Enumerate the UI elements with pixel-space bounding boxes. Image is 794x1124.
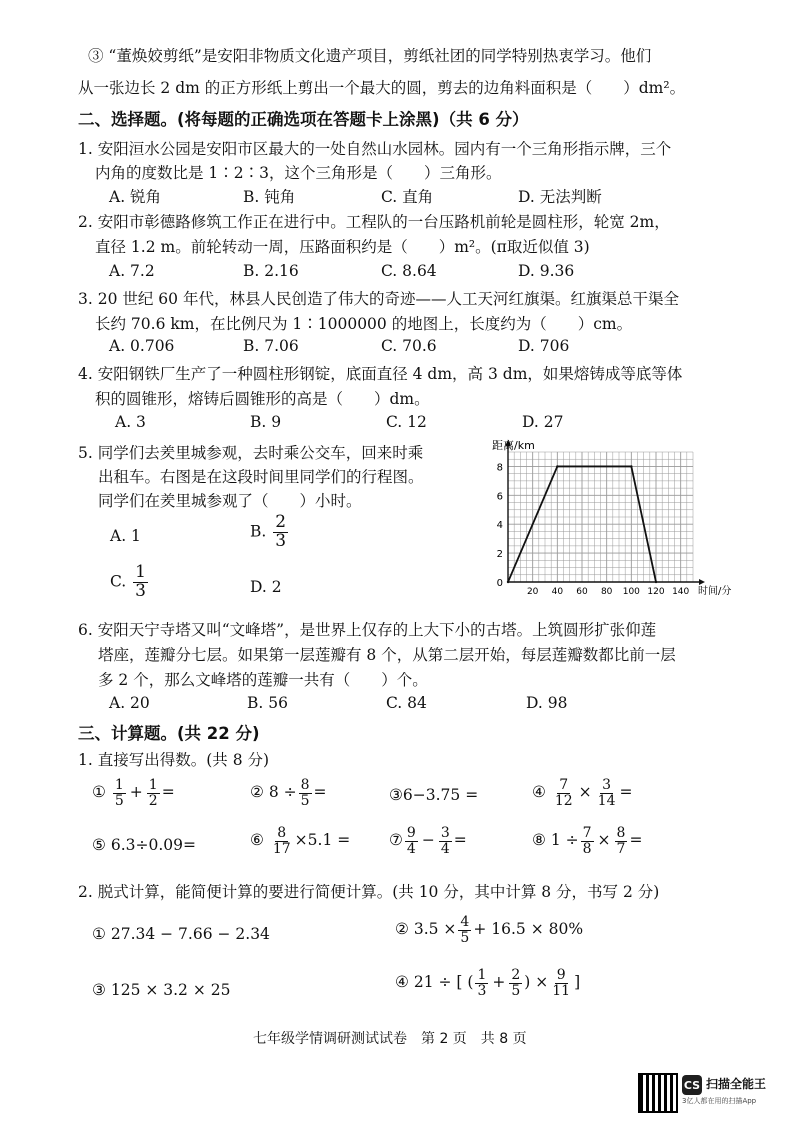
- q1-option-a[interactable]: A. 锐角: [109, 188, 162, 206]
- q3-line2: 长约 70.6 km，在比例尺为 1∶1000000 的地图上，长度约为（ ）cm。: [95, 315, 633, 333]
- fraction: [550, 968, 572, 998]
- q4-option-c[interactable]: C. 12: [386, 413, 427, 431]
- q5-line3: 同学们在羑里城参观了（ ）小时。: [98, 492, 362, 510]
- x-tick-label: 80: [600, 587, 613, 597]
- q6-option-a[interactable]: A. 20: [109, 694, 150, 712]
- denominator: 11: [552, 982, 571, 999]
- equals: =: [453, 831, 467, 850]
- fraction: [509, 968, 522, 998]
- numerator: 1: [114, 777, 124, 793]
- calc-4: [532, 778, 633, 808]
- q5-line2: 出租车。右图是在这段时间里同学们的行程图。: [98, 468, 424, 486]
- q5-option-b-prefix: B.: [250, 522, 267, 541]
- x-tick-label: 100: [622, 587, 640, 597]
- denominator: 12: [554, 792, 573, 809]
- numerator: 8: [616, 825, 626, 841]
- q5-option-c-prefix: C.: [110, 572, 127, 591]
- y-tick-label: 8: [496, 462, 503, 474]
- expression: 6.3÷0.09=: [110, 836, 196, 854]
- q2-line1: 2. 安阳市彰德路修筑工作正在进行中。工程队的一台压路机前轮是圆柱形，轮宽 2m，: [78, 213, 670, 231]
- operator: ×: [578, 783, 592, 802]
- numerator: 8: [300, 777, 310, 793]
- section3-sub1-title: 1. 直接写出得数。(共 8 分): [78, 751, 270, 769]
- q3-option-c[interactable]: C. 70.6: [381, 337, 437, 355]
- q1-line2: 内角的度数比是 1∶2∶3，这个三角形是（ ）三角形。: [95, 164, 502, 182]
- equals: =: [161, 783, 175, 802]
- numerator: 7: [559, 777, 569, 793]
- numerator: 7: [582, 825, 592, 841]
- y-tick-label: 2: [496, 549, 503, 561]
- q2-line2: 直径 1.2 m。前轮转动一周，压路面积约是（ ）m²。(π取近似值 3): [95, 238, 590, 256]
- q2-option-a[interactable]: A. 7.2: [109, 262, 155, 280]
- q5-option-b[interactable]: [250, 514, 290, 551]
- calc-label: ④: [532, 783, 546, 802]
- calc-2: [250, 778, 327, 808]
- q3-line1: 3. 20 世纪 60 年代，林县人民创造了伟大的奇迹——人工天河红旗渠。红旗渠总干渠全: [78, 290, 679, 308]
- watermark-subtitle: 3亿人都在用的扫描App: [682, 1097, 757, 1105]
- y-axis-label: 距离/km: [492, 439, 535, 452]
- denominator: 3: [135, 580, 146, 601]
- calc-label: ②: [250, 783, 264, 802]
- numerator: 9: [406, 825, 416, 841]
- numerator: 3: [602, 777, 612, 793]
- calc-1: [92, 778, 175, 808]
- numerator: 3: [440, 825, 450, 841]
- operand: ]: [574, 973, 581, 992]
- denominator: 2: [148, 792, 158, 809]
- numerator: 2: [275, 512, 287, 532]
- denominator: 3: [477, 982, 487, 999]
- fraction: [271, 826, 293, 856]
- numerator: 1: [148, 777, 158, 793]
- q1-option-c[interactable]: C. 直角: [381, 188, 434, 206]
- calc-3: [389, 786, 478, 804]
- step-calc-4: [395, 968, 580, 998]
- fraction: [439, 826, 452, 856]
- denominator: 5: [114, 792, 124, 809]
- denominator: 4: [406, 840, 416, 857]
- q6-option-c[interactable]: C. 84: [386, 694, 427, 712]
- x-tick-label: 60: [576, 587, 588, 597]
- q5-option-c[interactable]: [110, 564, 150, 601]
- calc-label: ①: [92, 925, 106, 943]
- operand: + 16.5 × 80%: [473, 920, 584, 939]
- section3-title: 三、计算题。(共 22 分): [78, 724, 260, 743]
- trip-point: [507, 581, 509, 583]
- denominator: 4: [440, 840, 450, 857]
- equals: =: [619, 783, 633, 802]
- fraction: [553, 778, 575, 808]
- trip-point: [655, 581, 657, 583]
- fraction: [113, 778, 126, 808]
- denominator: 5: [511, 982, 521, 999]
- expression: 27.34 − 7.66 − 2.34: [110, 925, 270, 943]
- q4-line2: 积的圆锥形，熔铸后圆锥形的高是（ ）dm。: [95, 390, 430, 408]
- step-calc-2: [395, 915, 583, 945]
- numerator: 2: [511, 967, 521, 983]
- chart-axes: [505, 440, 705, 585]
- denominator: 17: [272, 840, 291, 857]
- numerator: 4: [460, 914, 470, 930]
- q2-option-d[interactable]: D. 9.36: [518, 262, 575, 280]
- calc-label: ⑧: [532, 831, 546, 850]
- fraction: [596, 778, 618, 808]
- q5-line1: 5. 同学们去羑里城参观，去时乘公交车，回来时乘: [78, 444, 424, 462]
- q5-option-a[interactable]: A. 1: [110, 527, 141, 545]
- denominator: 5: [300, 792, 310, 809]
- x-axis-label: 时间/分: [698, 586, 732, 597]
- q2-option-b[interactable]: B. 2.16: [243, 262, 299, 280]
- operand: 21 ÷ [ (: [413, 973, 474, 992]
- calc-5: [92, 836, 196, 854]
- q5-option-b-fraction: [273, 514, 288, 551]
- calc-6: [250, 826, 350, 856]
- calc-label: ⑤: [92, 836, 106, 854]
- x-axis-arrow-icon: [699, 579, 705, 585]
- denominator: 3: [275, 530, 287, 551]
- q3-option-a[interactable]: A. 0.706: [109, 337, 175, 355]
- fraction: [299, 778, 312, 808]
- q2-option-c[interactable]: C. 8.64: [381, 262, 437, 280]
- operator: ×: [597, 831, 611, 850]
- fraction: [405, 826, 418, 856]
- q3-option-b[interactable]: B. 7.06: [243, 337, 299, 355]
- operator: +: [129, 783, 143, 802]
- equals: =: [313, 783, 327, 802]
- equals: =: [629, 831, 643, 850]
- q6-option-d[interactable]: D. 98: [526, 694, 568, 712]
- operand: 8 ÷: [268, 783, 297, 802]
- trip-point: [630, 465, 632, 467]
- denominator: 14: [597, 792, 616, 809]
- fraction: [147, 778, 160, 808]
- fraction: [475, 968, 488, 998]
- q6-line1: 6. 安阳天宁寺塔又叫“文峰塔”，是世界上仅存的上大下小的古塔。上筑圆形扩张仰莲: [78, 621, 657, 639]
- operand: ) ×: [524, 973, 549, 992]
- q6-option-b[interactable]: B. 56: [247, 694, 288, 712]
- x-tick-label: 120: [647, 587, 665, 597]
- watermark-title: 扫描全能王: [706, 1077, 767, 1091]
- q4-option-a[interactable]: A. 3: [115, 413, 146, 431]
- calc-label: ②: [395, 920, 409, 939]
- q4-option-b[interactable]: B. 9: [250, 413, 282, 431]
- step-calc-3: [92, 981, 230, 999]
- qr-code-icon: [638, 1073, 678, 1113]
- page-footer: 七年级学情调研测试试卷 第 2 页 共 8 页: [253, 1031, 527, 1047]
- denominator: 7: [616, 840, 626, 857]
- q3-option-d[interactable]: D. 706: [518, 337, 570, 355]
- numerator: 1: [135, 562, 146, 582]
- y-tick-label: 4: [496, 520, 503, 532]
- calc-label: ③: [389, 786, 403, 804]
- trip-point: [556, 465, 558, 467]
- x-tick-label: 140: [672, 587, 690, 597]
- expression: 125 × 3.2 × 25: [110, 981, 231, 999]
- calc-8: [532, 826, 642, 856]
- q5-option-c-fraction: [133, 564, 148, 601]
- denominator: 5: [460, 929, 470, 946]
- operator: −: [421, 831, 435, 850]
- denominator: 8: [582, 840, 592, 857]
- q4-line1: 4. 安阳钢铁厂生产了一种圆柱形钢锭，底面直径 4 dm，高 3 dm，如果熔铸成等底等体: [78, 365, 683, 383]
- calc-label: ⑥: [250, 831, 264, 850]
- numerator: 1: [477, 967, 487, 983]
- y-tick-label: 0: [496, 578, 503, 589]
- chart-ticks: [497, 462, 690, 597]
- q4-option-d[interactable]: D. 27: [522, 413, 564, 431]
- camscanner-logo-icon: CS: [682, 1075, 702, 1095]
- q1-option-b[interactable]: B. 钝角: [243, 188, 296, 206]
- calc-7: [389, 826, 467, 856]
- q6-line2: 塔座，莲瓣分七层。如果第一层莲瓣有 8 个，从第二层开始，每层莲瓣数都比前一层: [98, 646, 676, 664]
- q1-option-d[interactable]: D. 无法判断: [518, 188, 602, 206]
- calc-label: ③: [92, 981, 106, 999]
- calc-label: ⑦: [389, 831, 403, 850]
- operand: 1 ÷: [550, 831, 579, 850]
- fraction: [581, 826, 594, 856]
- fill-question-3-line2: 从一张边长 2 dm 的正方形纸上剪出一个最大的圆，剪去的边角料面积是（ ）dm²。: [78, 79, 686, 97]
- step-calc-1: [92, 925, 270, 943]
- numerator: 9: [556, 967, 566, 983]
- expression: 6−3.75 =: [402, 786, 479, 804]
- x-tick-label: 40: [551, 587, 564, 597]
- operand: ×5.1 =: [294, 831, 351, 850]
- travel-distance-chart: [480, 436, 732, 606]
- q5-option-d[interactable]: D. 2: [250, 578, 282, 596]
- section2-title: 二、选择题。(将每题的正确选项在答题卡上涂黑)（共 6 分）: [78, 110, 529, 129]
- fraction: [458, 915, 471, 945]
- fill-question-3-line1: ③ “董焕姣剪纸”是安阳非物质文化遗产项目，剪纸社团的同学特别热衷学习。他们: [88, 47, 652, 65]
- calc-label: ④: [395, 973, 409, 992]
- x-tick-label: 20: [526, 587, 539, 597]
- fraction: [615, 826, 628, 856]
- operand: 3.5 ×: [413, 920, 457, 939]
- q6-line3: 多 2 个，那么文峰塔的莲瓣一共有（ ）个。: [98, 671, 428, 689]
- numerator: 8: [277, 825, 287, 841]
- y-tick-label: 6: [496, 491, 503, 503]
- calc-label: ①: [92, 783, 106, 802]
- q1-line1: 1. 安阳洹水公园是安阳市区最大的一处自然山水园林。园内有一个三角形指示牌，三个: [78, 140, 672, 158]
- operator: +: [492, 973, 506, 992]
- section3-sub2-title: 2. 脱式计算，能简便计算的要进行简便计算。(共 10 分，其中计算 8 分，书写 2 分): [78, 883, 660, 901]
